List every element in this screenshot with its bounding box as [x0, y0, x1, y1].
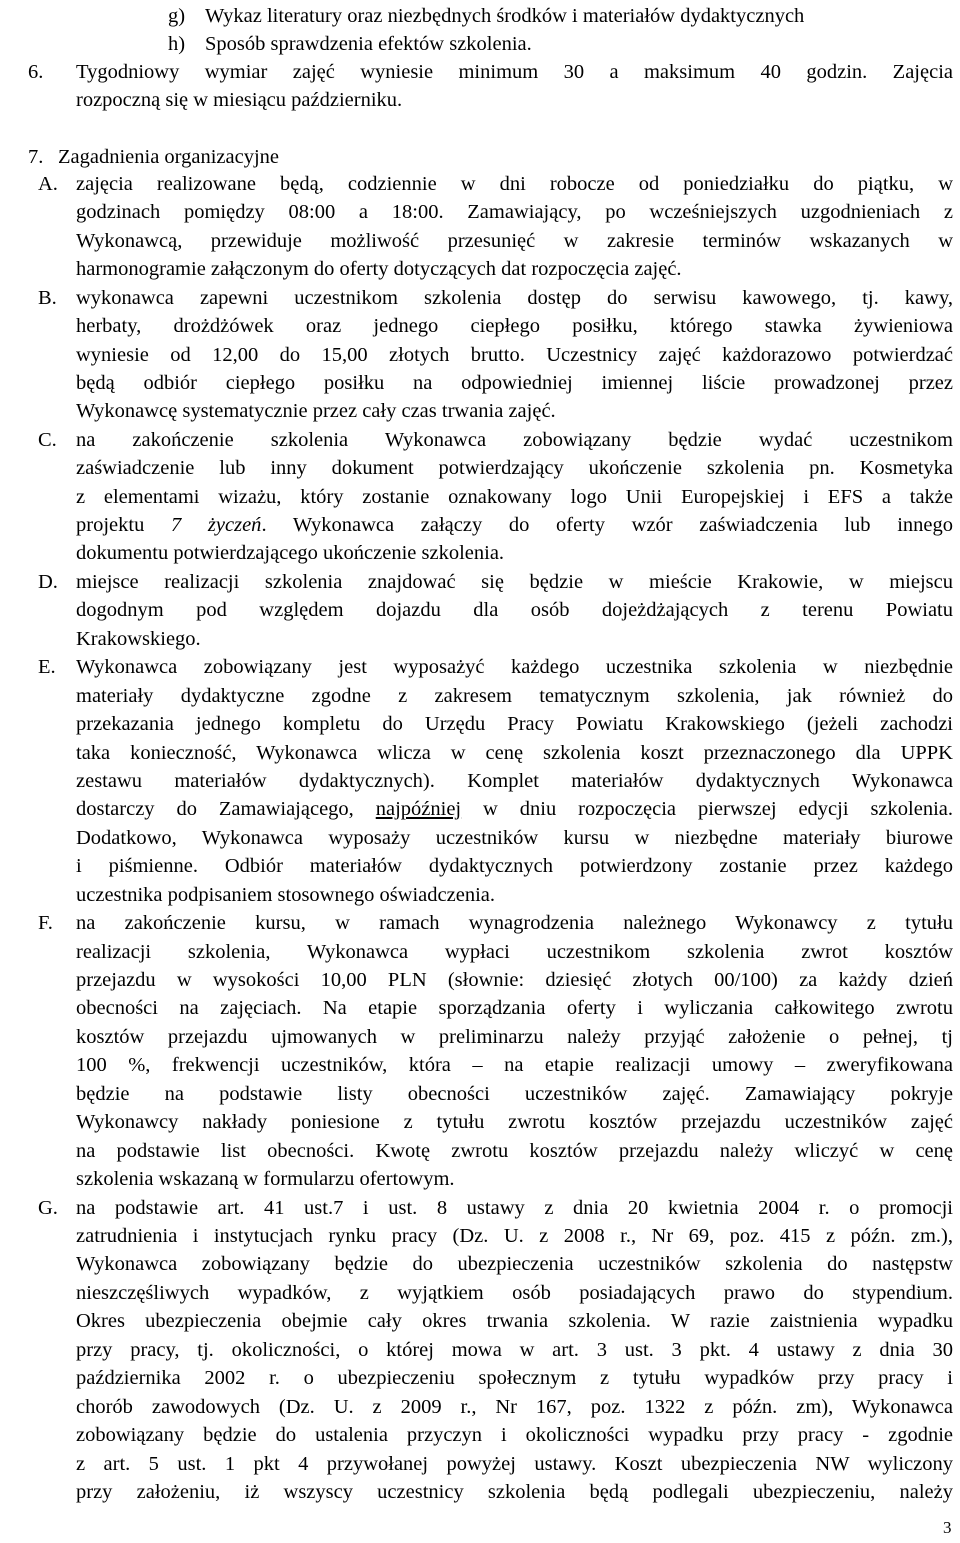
section-a-line: harmonogramie załączonym do oferty dotyczących dat rozpoczęcia zajęć.	[76, 258, 682, 280]
list-marker-g: g)	[168, 5, 186, 27]
section-e-line: materiały dydaktyczne zgodne z zakresem tematycznym szkolenia, jak również do	[76, 685, 953, 707]
section-a-line: godzinach pomiędzy 08:00 a 18:00. Zamawiający, po wcześniejszych uzgodnieniach z	[76, 201, 953, 223]
section-g-line: nieszczęśliwych wypadków, z wyjątkiem osób posiadających prawo do stypendium.	[76, 1282, 953, 1304]
section-g-line: października 2002 r. o ubezpieczeniu społecznym z tytułu wypadków przy pracy i	[76, 1367, 953, 1389]
section-e-line: przekazania jednego kompletu do Urzędu Pracy Powiatu Krakowskiego (jeżeli zachodzi	[76, 713, 953, 735]
section-e-line: uczestnika podpisaniem stosownego oświadczenia.	[76, 884, 495, 906]
item-6-line-2: rozpoczną się w miesiącu październiku.	[76, 89, 403, 111]
section-b-line: wykonawca zapewni uczestnikom szkolenia dostęp do serwisu kawowego, tj. kawy,	[76, 287, 953, 309]
section-c-line-4	[76, 513, 953, 537]
item-6-number: 6.	[28, 61, 44, 83]
section-e-line-6-pre: dostarczy do Zamawiającego,	[76, 798, 376, 820]
deadline-word: najpóźniej	[375, 798, 462, 820]
section-f-line: kosztów przejazdu ujmowanych w preliminarzu należy przyjąć założenie o pełnej, tj	[76, 1026, 953, 1048]
section-c-line: z elementami wizażu, który zostanie oznakowany logo Unii Europejskiej i EFS a także	[76, 486, 953, 508]
list-item-g: Wykaz literatury oraz niezbędnych środków i materiałów dydaktycznych	[205, 5, 805, 27]
section-e-line-6	[76, 797, 953, 821]
section-d-line: dogodnym pod względem dojazdu dla osób dojeżdżających z terenu Powiatu	[76, 599, 953, 621]
project-name: 7 życzeń	[171, 514, 262, 536]
item-7-title: Zagadnienia organizacyjne	[58, 146, 280, 168]
section-f-line: przejazdu w wysokości 10,00 PLN (słownie: dziesięć złotych 00/100) za każdy dzień	[76, 969, 953, 991]
section-b-line: herbaty, drożdżówek oraz jednego ciepłego posiłku, którego stawka żywieniowa	[76, 315, 953, 337]
item-7-number: 7.	[28, 146, 44, 168]
section-e-line: Dodatkowo, Wykonawca wyposaży uczestników kursu w niezbędne materiały biurowe	[76, 827, 953, 849]
section-g-line: przy założeniu, iż wszyscy uczestnicy szkolenia będą podlegali ubezpieczeniu, należy	[76, 1481, 953, 1503]
section-e-line: Wykonawca zobowiązany jest wyposażyć każdego uczestnika szkolenia w niezbędnie	[76, 656, 953, 678]
section-f-line: na podstawie list obecności. Kwotę zwrotu kosztów przejazdu należy wliczyć w cenę	[76, 1140, 953, 1162]
section-a-label: A.	[38, 173, 58, 195]
section-f-line: będzie na podstawie listy obecności uczestników zajęć. Zamawiający pokryje	[76, 1083, 953, 1105]
section-e-label: E.	[38, 656, 56, 678]
section-g-label: G.	[38, 1197, 58, 1219]
section-f-label: F.	[38, 912, 53, 934]
section-c-line: dokumentu potwierdzającego ukończenie szkolenia.	[76, 542, 505, 564]
section-d-label: D.	[38, 571, 58, 593]
section-g-line: zatrudnienia i instytucjach rynku pracy (Dz. U. z 2008 r., Nr 69, poz. 415 z późn. zm.),	[76, 1225, 953, 1247]
section-e-line: zestawu materiałów dydaktycznych). Komplet materiałów dydaktycznych Wykonawca	[76, 770, 953, 792]
section-b-line: Wykonawcę systematycznie przez cały czas trwania zajęć.	[76, 400, 556, 422]
section-c-label: C.	[38, 429, 57, 451]
section-g-line: zobowiązany będzie do ustalenia przyczyn i okoliczności wypadku przy pracy - zgodnie	[76, 1424, 953, 1446]
list-marker-h: h)	[168, 33, 186, 55]
section-e-line: i piśmienne. Odbiór materiałów dydaktycznych potwierdzony zostanie przez każdego	[76, 855, 953, 877]
section-d-line: Krakowskiego.	[76, 628, 201, 650]
section-f-line: Wykonawcy nakłady poniesione z tytułu zwrotu kosztów przejazdu uczestników zajęć	[76, 1111, 953, 1133]
list-item-h: Sposób sprawdzenia efektów szkolenia.	[205, 33, 532, 55]
section-d-line: miejsce realizacji szkolenia znajdować się będzie w mieście Krakowie, w miejscu	[76, 571, 953, 593]
section-c-line-4-post: . Wykonawca załączy do oferty wzór zaświadczenia lub innego	[261, 514, 953, 536]
section-a-line: zajęcia realizowane będą, codziennie w dni robocze od poniedziałku do piątku, w	[76, 173, 953, 195]
section-b-line: wyniesie od 12,00 do 15,00 złotych brutto. Uczestnicy zajęć każdorazowo potwierdzać	[76, 344, 953, 366]
section-c-line: zaświadczenie lub inny dokument potwierdzający ukończenie szkolenia pn. Kosmetyka	[76, 457, 953, 479]
item-6-line-1: Tygodniowy wymiar zajęć wyniesie minimum 30 a maksimum 40 godzin. Zajęcia	[76, 61, 953, 83]
section-a-line: Wykonawcą, przewiduje możliwość przesunięć w zakresie terminów wskazanych w	[76, 230, 953, 252]
section-f-line: obecności na zajęciach. Na etapie sporządzania oferty i wyliczania całkowitego zwrotu	[76, 997, 953, 1019]
section-g-line: przy pracy, tj. okoliczności, o której mowa w art. 3 ust. 3 pkt. 4 ustawy z dnia 30	[76, 1339, 953, 1361]
section-b-label: B.	[38, 287, 57, 309]
section-b-line: będą odbiór ciepłego posiłku na odpowiedniej imiennej liście prowadzonej przez	[76, 372, 953, 394]
section-f-line: 100 %, frekwencji uczestników, która – na etapie realizacji umowy – zweryfikowana	[76, 1054, 953, 1076]
section-e-line: taka konieczność, Wykonawca wlicza w cenę szkolenia koszt przeznaczonego dla UPPK	[76, 742, 953, 764]
section-g-line: z art. 5 ust. 1 pkt 4 przywołanej powyżej ustawy. Koszt ubezpieczenia NW wyliczony	[76, 1453, 953, 1475]
page-number: 3	[943, 1518, 952, 1537]
section-c-line-4-pre: projektu	[76, 514, 171, 536]
section-g-line: chorób zawodowych (Dz. U. z 2009 r., Nr 167, poz. 1322 z późn. zm), Wykonawca	[76, 1396, 953, 1418]
section-f-line: realizacji szkolenia, Wykonawca wypłaci uczestnikom szkolenia zwrot kosztów	[76, 941, 953, 963]
section-c-line: na zakończenie szkolenia Wykonawca zobowiązany będzie wydać uczestnikom	[76, 429, 953, 451]
section-e-line-6-post: w dniu rozpoczęcia pierwszej edycji szkolenia.	[461, 798, 953, 820]
section-g-line: na podstawie art. 41 ust.7 i ust. 8 ustawy z dnia 20 kwietnia 2004 r. o promocji	[76, 1197, 953, 1219]
section-f-line: na zakończenie kursu, w ramach wynagrodzenia należnego Wykonawcy z tytułu	[76, 912, 953, 934]
section-g-line: Okres ubezpieczenia obejmie cały okres trwania szkolenia. W razie zaistnienia wypadku	[76, 1310, 953, 1332]
section-f-line: szkolenia wskazaną w formularzu ofertowym.	[76, 1168, 455, 1190]
section-g-line: Wykonawca zobowiązany będzie do ubezpieczenia uczestników szkolenia do następstw	[76, 1253, 953, 1275]
